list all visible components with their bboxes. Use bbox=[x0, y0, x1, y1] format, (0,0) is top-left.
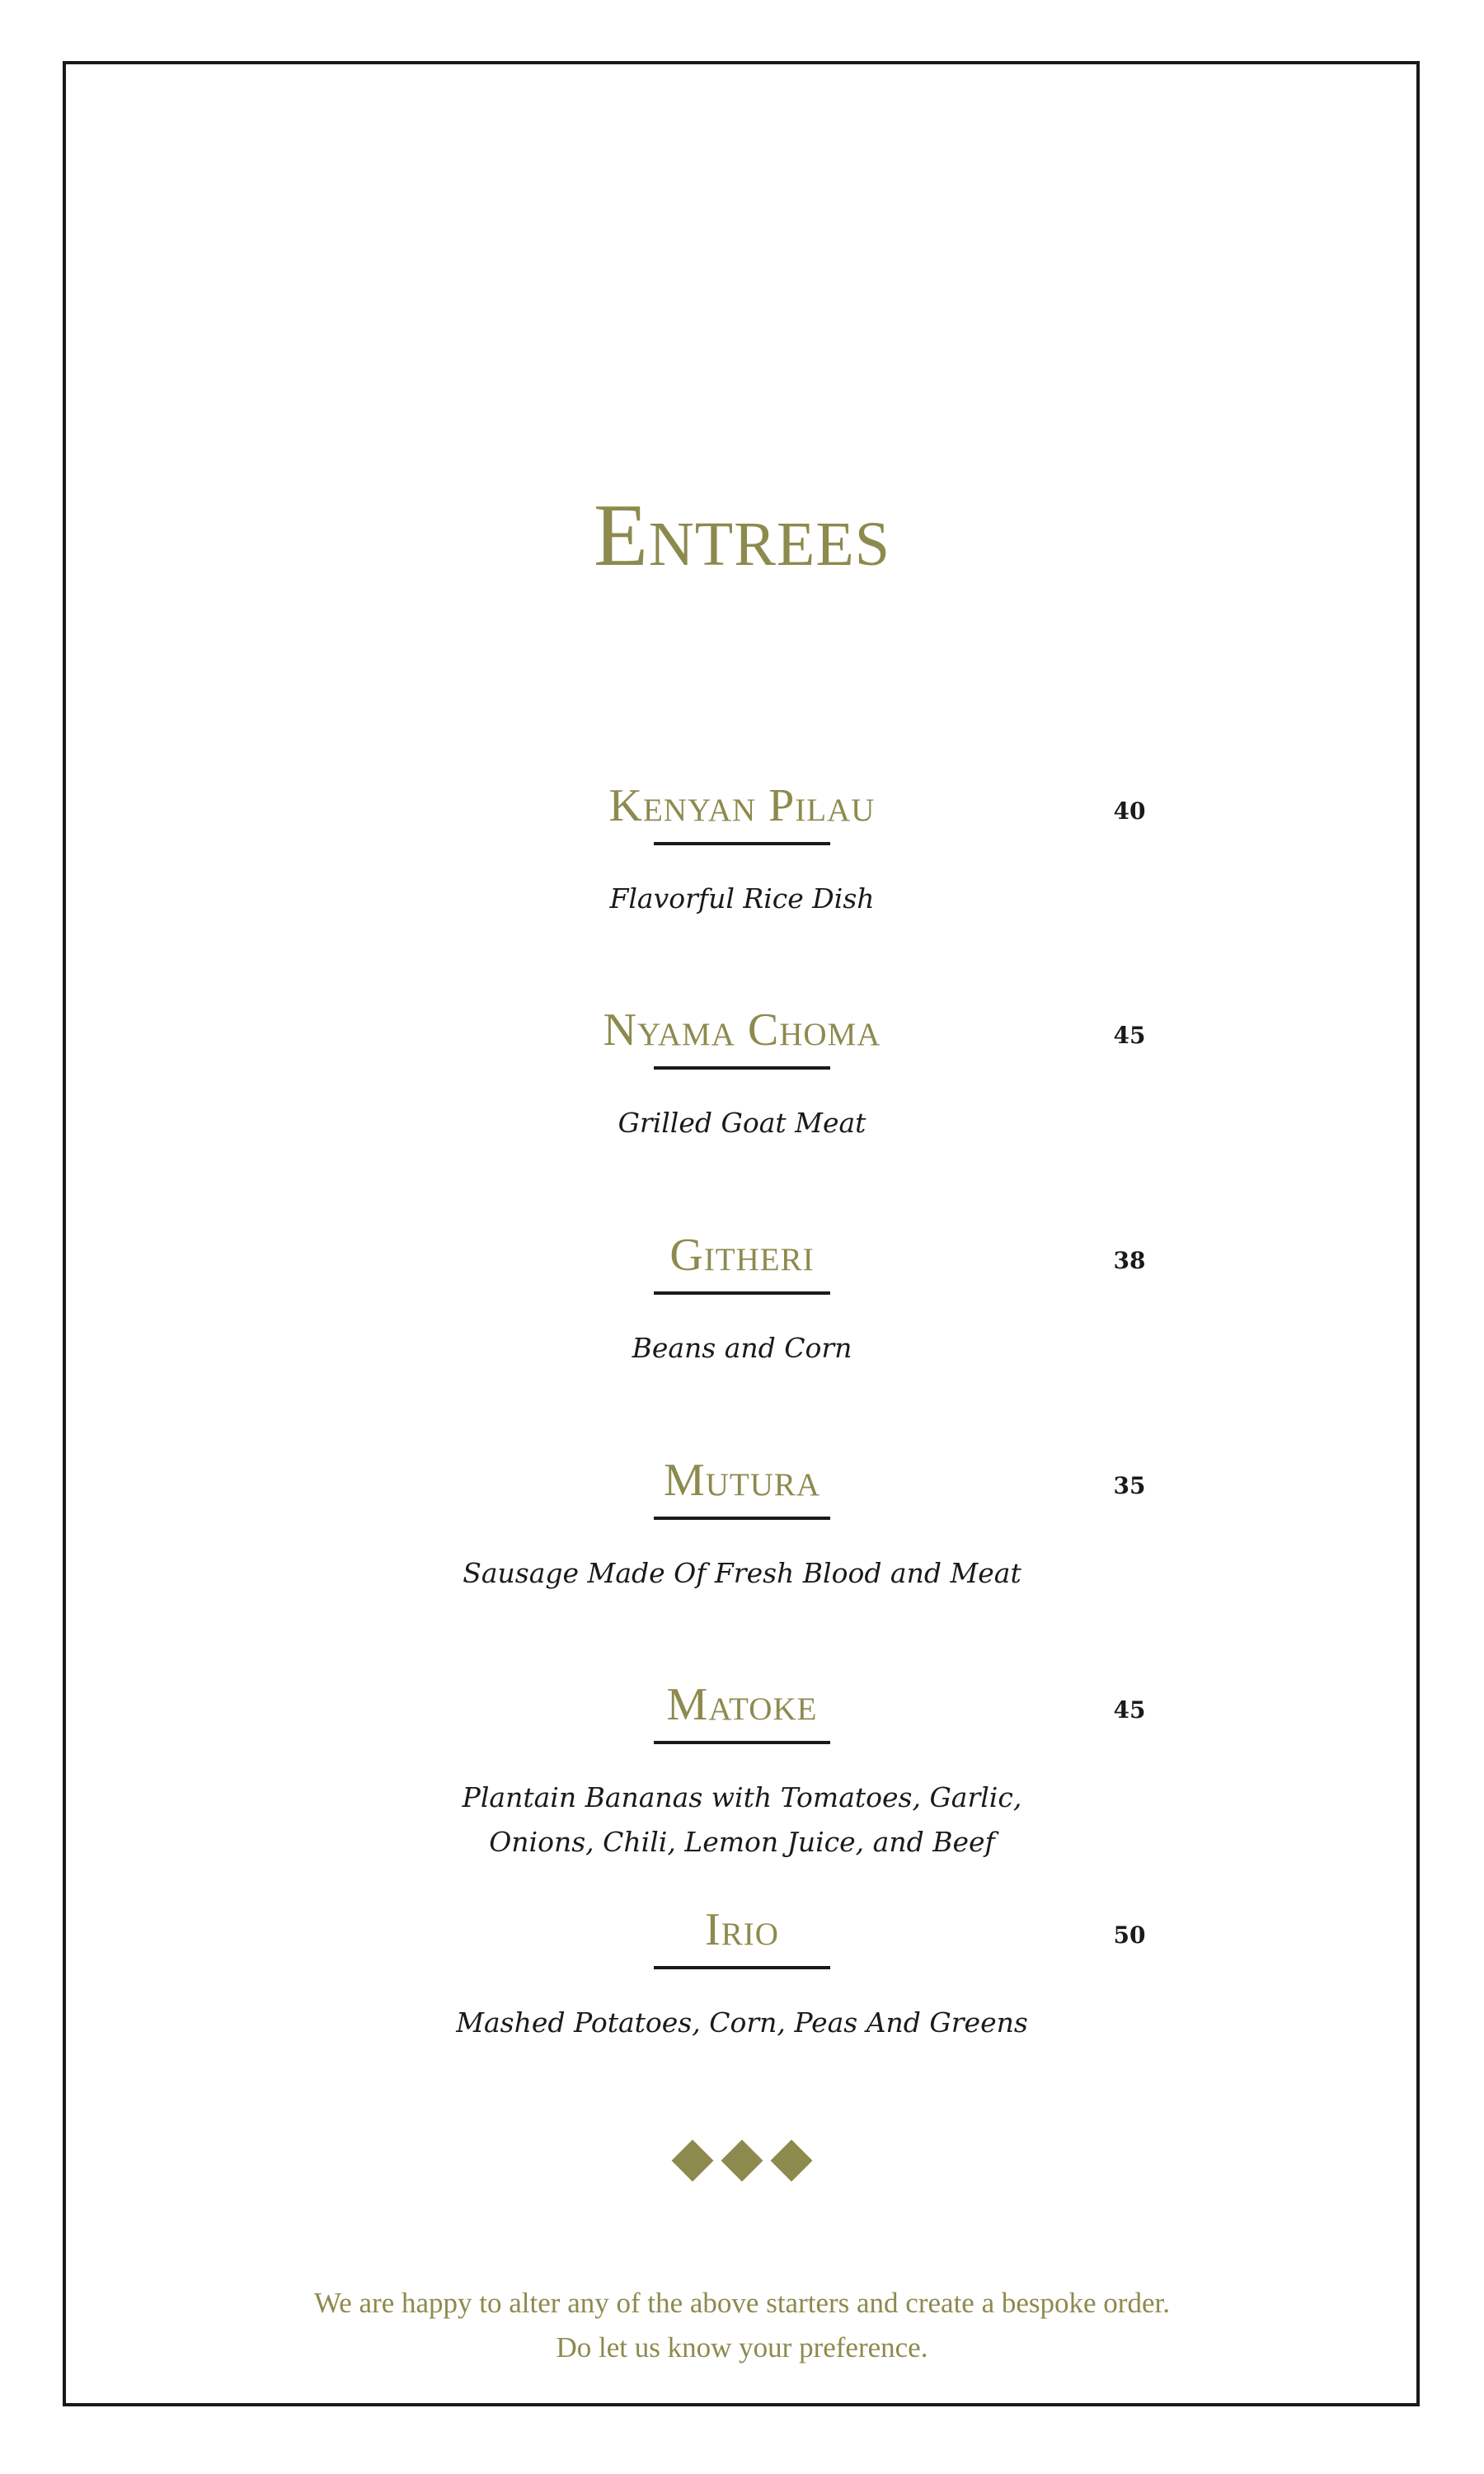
menu-item-description: Plantain Bananas with Tomatoes, Garlic, Onions, Chili, Lemon Juice, and Beef bbox=[462, 1781, 1022, 1858]
diamond-icon bbox=[771, 2140, 813, 2182]
menu-item-name: Githeri bbox=[669, 1230, 815, 1281]
menu-item-description: Mashed Potatoes, Corn, Peas And Greens bbox=[456, 2006, 1028, 2039]
menu-item-price: 50 bbox=[1113, 1921, 1146, 1949]
menu-item-price: 35 bbox=[1113, 1472, 1146, 1499]
menu-item-description: Sausage Made Of Fresh Blood and Meat bbox=[463, 1557, 1021, 1589]
menu-item-price: 45 bbox=[1113, 1696, 1146, 1724]
menu-item-divider bbox=[654, 842, 830, 845]
menu-item-divider bbox=[654, 1066, 830, 1070]
menu-item-divider bbox=[654, 1741, 830, 1744]
menu-item-name: Nyama Choma bbox=[603, 1004, 881, 1056]
page-title: Entrees bbox=[593, 487, 891, 585]
menu-item-divider bbox=[654, 1517, 830, 1520]
footer-note bbox=[0, 2281, 1484, 2370]
footer-note-line: We are happy to alter any of the above starters and create a bespoke order. bbox=[314, 2287, 1170, 2319]
diamond-icon bbox=[672, 2140, 714, 2182]
footer-note-line: Do let us know your preference. bbox=[556, 2331, 928, 2363]
menu-item-divider bbox=[654, 1966, 830, 1969]
menu-item-description: Beans and Corn bbox=[632, 1332, 852, 1364]
menu-item-price: 38 bbox=[1113, 1247, 1146, 1274]
diamond-icon bbox=[721, 2140, 763, 2182]
menu-item-divider bbox=[654, 1291, 830, 1295]
menu-item-name: Matoke bbox=[666, 1679, 818, 1730]
menu-item-name: Mutura bbox=[663, 1455, 821, 1506]
menu-item-price: 45 bbox=[1113, 1022, 1146, 1049]
ornament-divider bbox=[0, 2136, 1484, 2185]
menu-item-name: Irio bbox=[705, 1904, 779, 1955]
menu-item-price: 40 bbox=[1113, 797, 1146, 825]
menu-item-description: Flavorful Rice Dish bbox=[609, 882, 875, 915]
menu-item-name: Kenyan Pilau bbox=[608, 780, 876, 831]
menu-item-description: Grilled Goat Meat bbox=[618, 1107, 866, 1139]
